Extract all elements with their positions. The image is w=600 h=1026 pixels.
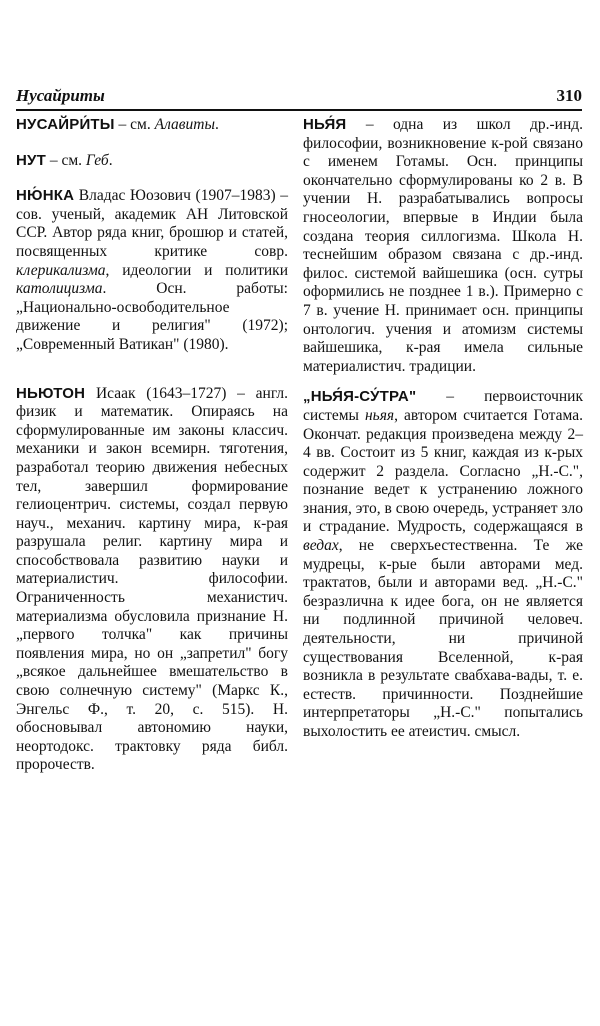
entry-text: , не сверхъестественна. Те же мудрецы, к-рые были авторами мед. трактатов, были и авторами вед. „Н.-С." безразлична к идее бога, он не является ни подлинной причиной человеч. деятельности, ни причиной существования Вселенной, к-рая возникла в результате свабхава-вады, т. е. естеств. причинности. Позднейшие интерпретаторы „Н.-С." попытались выхолостить ее атеистич. смысл.: [303, 537, 583, 740]
cross-reference: ведах: [303, 537, 339, 555]
entry-text: Исаак (1643–1727) – англ. физик и математик. Опираясь на сформулированные им законы классич. механики и закон всемирн. тяготения, разработал теорию движения небесных тел, завершил формирование гелиоцентрич. системы, создал первую науч., механич. картину мира, к-рая разрушала религ. картину мира и способствовала развитию науки и материалистич. философии. Ограниченность механистич. материализма обусловила признание Н. „первого толчка" как причины появления мира, но он „запретил" богу „всякое дальнейшее вмешательство в свою солнечную систему" (Маркс К., Энгельс Ф., т. 20, с. 515). Н. обосновывал автономию науки, неортодокс. трактовку ряда библ. пророчеств.: [16, 384, 288, 774]
entry-nyunka: [16, 187, 288, 354]
entry-text: – одна из школ др.-инд. философии, возникновение к-рой связано с именем Готамы. Осн. принципы окончательно сформулированы ко 2 в. В учении Н. разрабатывались вопросы гносеологии, впервые в Индии была создана теория силлогизма. Школа Н. теснейшим образом связана с др.-инд. филос. системой вайшешика (осн. сутры оформились не позднее 1 в.). Примерно с 7 в. учение Н. принимает осн. принципы онтологич. учения и атомизм системы вайшешика, к-рая имела сильные материалистич. традиции.: [303, 116, 583, 375]
cross-reference: Геб: [85, 151, 109, 169]
entry-nyaya-sutra: [303, 388, 583, 741]
headword: „НЬЯ́Я-СУ́ТРА": [303, 388, 417, 406]
entry-text: . Осн. работы: „Национально-освободительное движение и религия" (1972); „Современный Ватикан" (1980).: [16, 280, 288, 353]
page-number: 310: [556, 86, 582, 105]
header-rule: [16, 109, 582, 111]
entry-nusairity: [16, 116, 288, 135]
entry-text: – см.: [114, 116, 155, 133]
left-column: [16, 116, 288, 775]
entry-newton: [16, 385, 288, 775]
cross-reference: клерикализма: [16, 261, 106, 279]
headword: НЮ́НКА: [16, 187, 75, 205]
headword: НУТ: [16, 151, 46, 169]
entry-text: , идеологии и политики: [105, 261, 288, 279]
entry-nyaya: [303, 116, 583, 376]
entry-text: – см.: [45, 151, 86, 169]
entry-text: – первоисточник системы: [303, 388, 583, 424]
cross-reference: католицизма: [16, 280, 103, 298]
cross-reference: Алавиты: [154, 116, 215, 133]
right-column: [303, 116, 583, 742]
headword: НЬЯ́Я: [303, 116, 347, 133]
entry-text: Владас Юозович (1907–1983) – сов. ученый, академик АН Литовской ССР. Автор ряда книг, брошюр и статей, посвященных критике совр.: [16, 187, 288, 260]
entry-text: , автором считается Готама. Окончат. редакция произведена между 2–4 вв. Состоит из 5 книг, каждая из к-рых содержит 2 раздела. Согласно „Н.-С.", познание ведет к устранению ложного знания, это, в свою очередь, устраняет зло и страдание. Мудрость, содержащаяся в: [303, 406, 583, 536]
running-head-title: Нусайриты: [16, 86, 105, 105]
entry-nut: [16, 152, 288, 171]
headword: НУСАЙРИ́ТЫ: [16, 116, 115, 133]
cross-reference: ньяя: [364, 406, 395, 424]
running-head: [16, 86, 582, 108]
headword: НЬЮТОН: [16, 384, 86, 402]
entry-text: .: [108, 151, 113, 169]
entry-text: .: [214, 116, 219, 133]
